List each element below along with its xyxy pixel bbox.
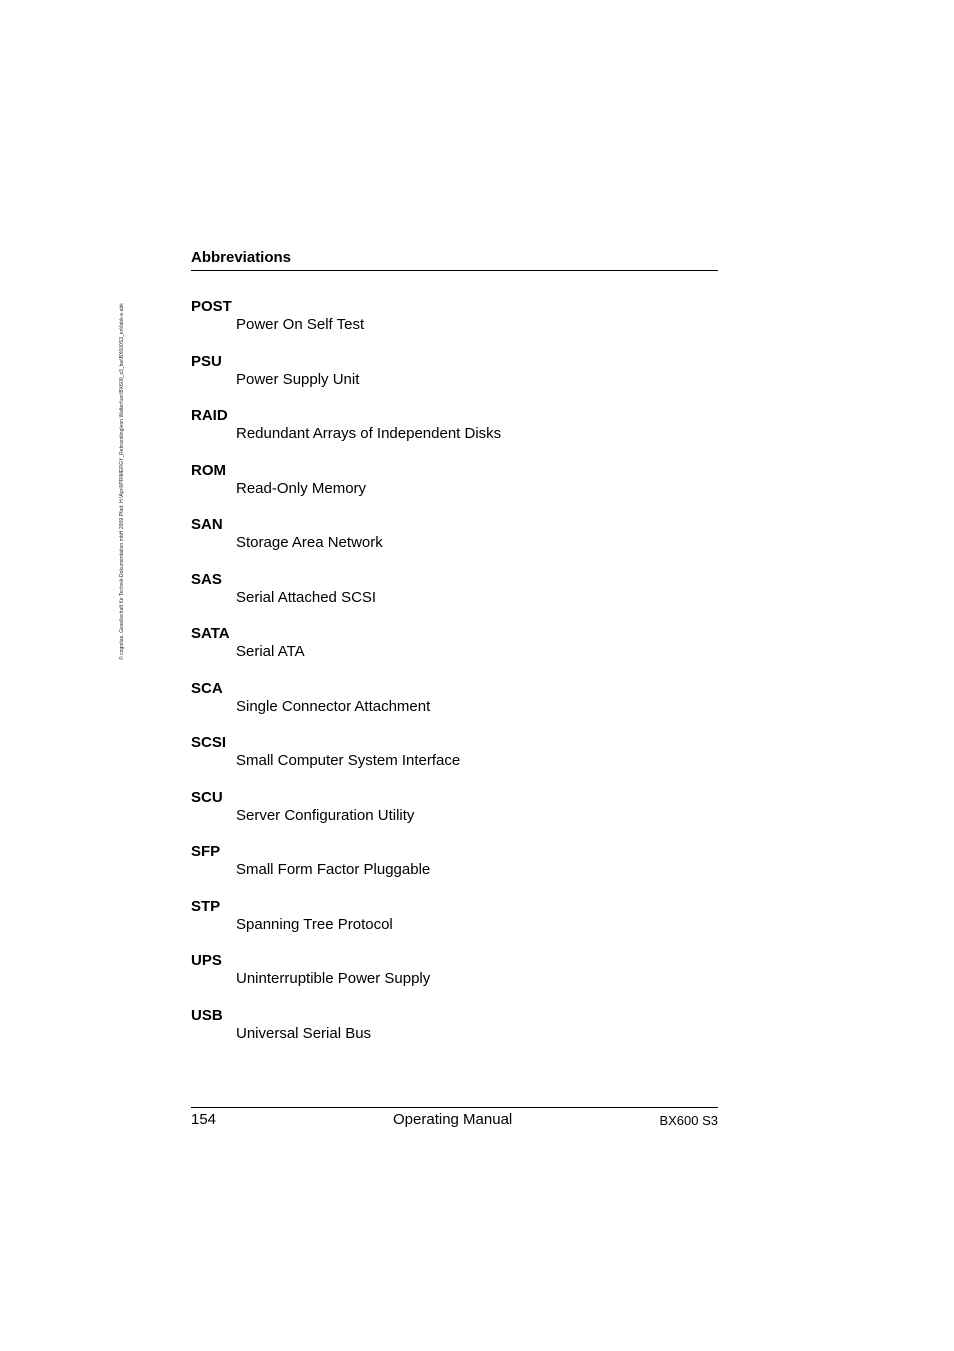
abbreviation-entry: [191, 516, 718, 571]
abbreviation-term: ROM: [191, 461, 226, 479]
abbreviation-term: PSU: [191, 352, 222, 370]
abbreviation-entry: [191, 898, 718, 953]
page-footer: [191, 1107, 718, 1132]
abbreviation-expansion: Small Form Factor Pluggable: [236, 861, 431, 878]
abbreviation-term: POST: [191, 298, 232, 315]
abbreviation-entry: [191, 1007, 718, 1062]
page-number: 154: [191, 1111, 217, 1128]
abbreviation-expansion: Single Connector Attachment: [236, 697, 431, 715]
abbreviation-expansion: Read-Only Memory: [236, 479, 367, 497]
abbreviation-term: SCSI: [191, 734, 227, 751]
abbreviation-entry: [191, 625, 718, 680]
abbreviation-entry: [191, 353, 718, 408]
abbreviation-entry: [191, 407, 718, 462]
side-margin-note: © cognitas. Gesellschaft für Technik-Dokumentation mbH 2009 Pfad: H:\April\PRIMERGY_Rebranding\von Walterfuer\BX600_s3_bw\BX600S3_en\fabk-e.abk: [119, 303, 125, 660]
abbreviation-term: SCU: [191, 788, 223, 806]
abbreviation-entry: [191, 571, 718, 626]
abbreviation-term: UPS: [191, 952, 222, 969]
abbreviation-expansion: Redundant Arrays of Independent Disks: [236, 425, 502, 442]
abbreviation-expansion: Power On Self Test: [236, 316, 365, 333]
abbreviation-expansion: Serial Attached SCSI: [236, 588, 377, 606]
abbreviation-term: SFP: [191, 843, 221, 860]
abbreviation-term: SAS: [191, 570, 222, 588]
abbreviation-expansion: Small Computer System Interface: [236, 752, 461, 769]
manual-title: Operating Manual: [393, 1111, 513, 1128]
abbreviation-term: SCA: [191, 679, 223, 697]
abbreviation-term: RAID: [191, 407, 228, 424]
page-title: Abbreviations: [191, 249, 292, 266]
abbreviation-expansion: Storage Area Network: [236, 534, 383, 551]
abbreviation-expansion: Power Supply Unit: [236, 370, 360, 388]
product-name: BX600 S3: [659, 1113, 718, 1128]
abbreviation-entry: [191, 734, 718, 789]
abbreviation-expansion: Serial ATA: [236, 643, 305, 660]
abbreviation-entry: [191, 952, 718, 1007]
abbreviation-term: USB: [191, 1006, 223, 1024]
abbreviation-expansion: Spanning Tree Protocol: [236, 915, 393, 933]
abbreviation-list: [191, 298, 718, 1061]
abbreviation-entry: [191, 789, 718, 844]
abbreviation-term: SATA: [191, 625, 230, 642]
abbreviation-expansion: Universal Serial Bus: [236, 1024, 372, 1042]
abbreviation-term: SAN: [191, 516, 223, 533]
abbreviation-expansion: Uninterruptible Power Supply: [236, 970, 431, 987]
abbreviation-term: STP: [191, 897, 221, 915]
abbreviation-entry: [191, 298, 718, 353]
abbreviation-expansion: Server Configuration Utility: [236, 806, 415, 824]
abbreviation-entry: [191, 462, 718, 517]
abbreviation-entry: [191, 843, 718, 898]
page-header: [191, 249, 718, 271]
abbreviation-entry: [191, 680, 718, 735]
